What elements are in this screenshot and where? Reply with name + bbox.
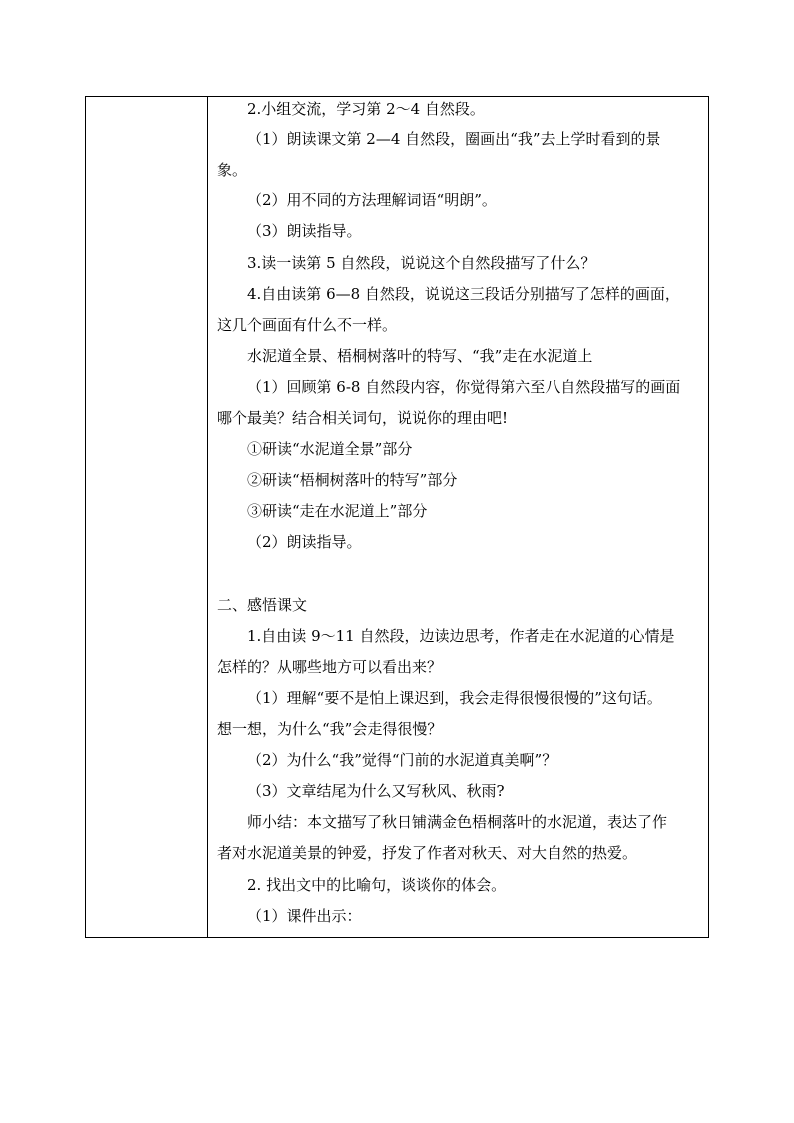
section-heading: 二、感悟课文 (217, 596, 308, 614)
text-line: 2.小组交流，学习第 2～4 自然段。 (247, 100, 485, 118)
text-line: 师小结：本文描写了秋日铺满金色梧桐落叶的水泥道，表达了作 (247, 813, 668, 831)
text-line: 4.自由读第 6—8 自然段，说说这三段话分别描写了怎样的画面， (247, 285, 680, 303)
text-line: 象。 (217, 161, 248, 179)
text-line: （1）朗读课文第 2—4 自然段，圈画出“我”去上学时看到的景 (247, 130, 661, 148)
text-line: 这几个画面有什么不一样。 (217, 316, 398, 334)
table-left-column (86, 97, 208, 937)
text-line: 者对水泥道美景的钟爱，抒发了作者对秋天、对大自然的热爱。 (217, 844, 638, 862)
text-line: 想一想，为什么“我”会走得很慢？ (217, 720, 443, 738)
text-line: （1）回顾第 6-8 自然段内容，你觉得第六至八自然段描写的画面 (247, 378, 681, 396)
text-line: 哪个最美？结合相关词句，说说你的理由吧! (217, 409, 509, 427)
lesson-table (85, 96, 709, 938)
text-line: 2. 找出文中的比喻句，谈谈你的体会。 (247, 876, 507, 894)
text-line: （2）朗读指导。 (247, 533, 362, 551)
text-line: （3）朗读指导。 (247, 222, 362, 240)
text-line: ②研读“梧桐树落叶的特写”部分 (247, 471, 458, 489)
text-line: （1）课件出示： (247, 907, 362, 925)
text-line: 水泥道全景、梧桐树落叶的特写、“我”走在水泥道上 (247, 347, 593, 365)
text-line: 怎样的？从哪些地方可以看出来？ (217, 658, 443, 676)
text-line: （2）用不同的方法理解词语“明朗”。 (247, 191, 497, 209)
text-line: 1.自由读 9～11 自然段，边读边思考，作者走在水泥道的心情是 (247, 627, 675, 645)
table-content-column (208, 97, 708, 937)
text-line: ①研读“水泥道全景”部分 (247, 440, 413, 458)
text-line: （1）理解“要不是怕上课迟到，我会走得很慢很慢的”这句话。 (247, 689, 662, 707)
text-line: 3.读一读第 5 自然段，说说这个自然段描写了什么？ (247, 254, 596, 272)
text-line: （3）文章结尾为什么又写秋风、秋雨? (247, 782, 505, 800)
text-line: （2）为什么“我”觉得“门前的水泥道真美啊”？ (247, 751, 558, 769)
text-line: ③研读“走在水泥道上”部分 (247, 502, 428, 520)
